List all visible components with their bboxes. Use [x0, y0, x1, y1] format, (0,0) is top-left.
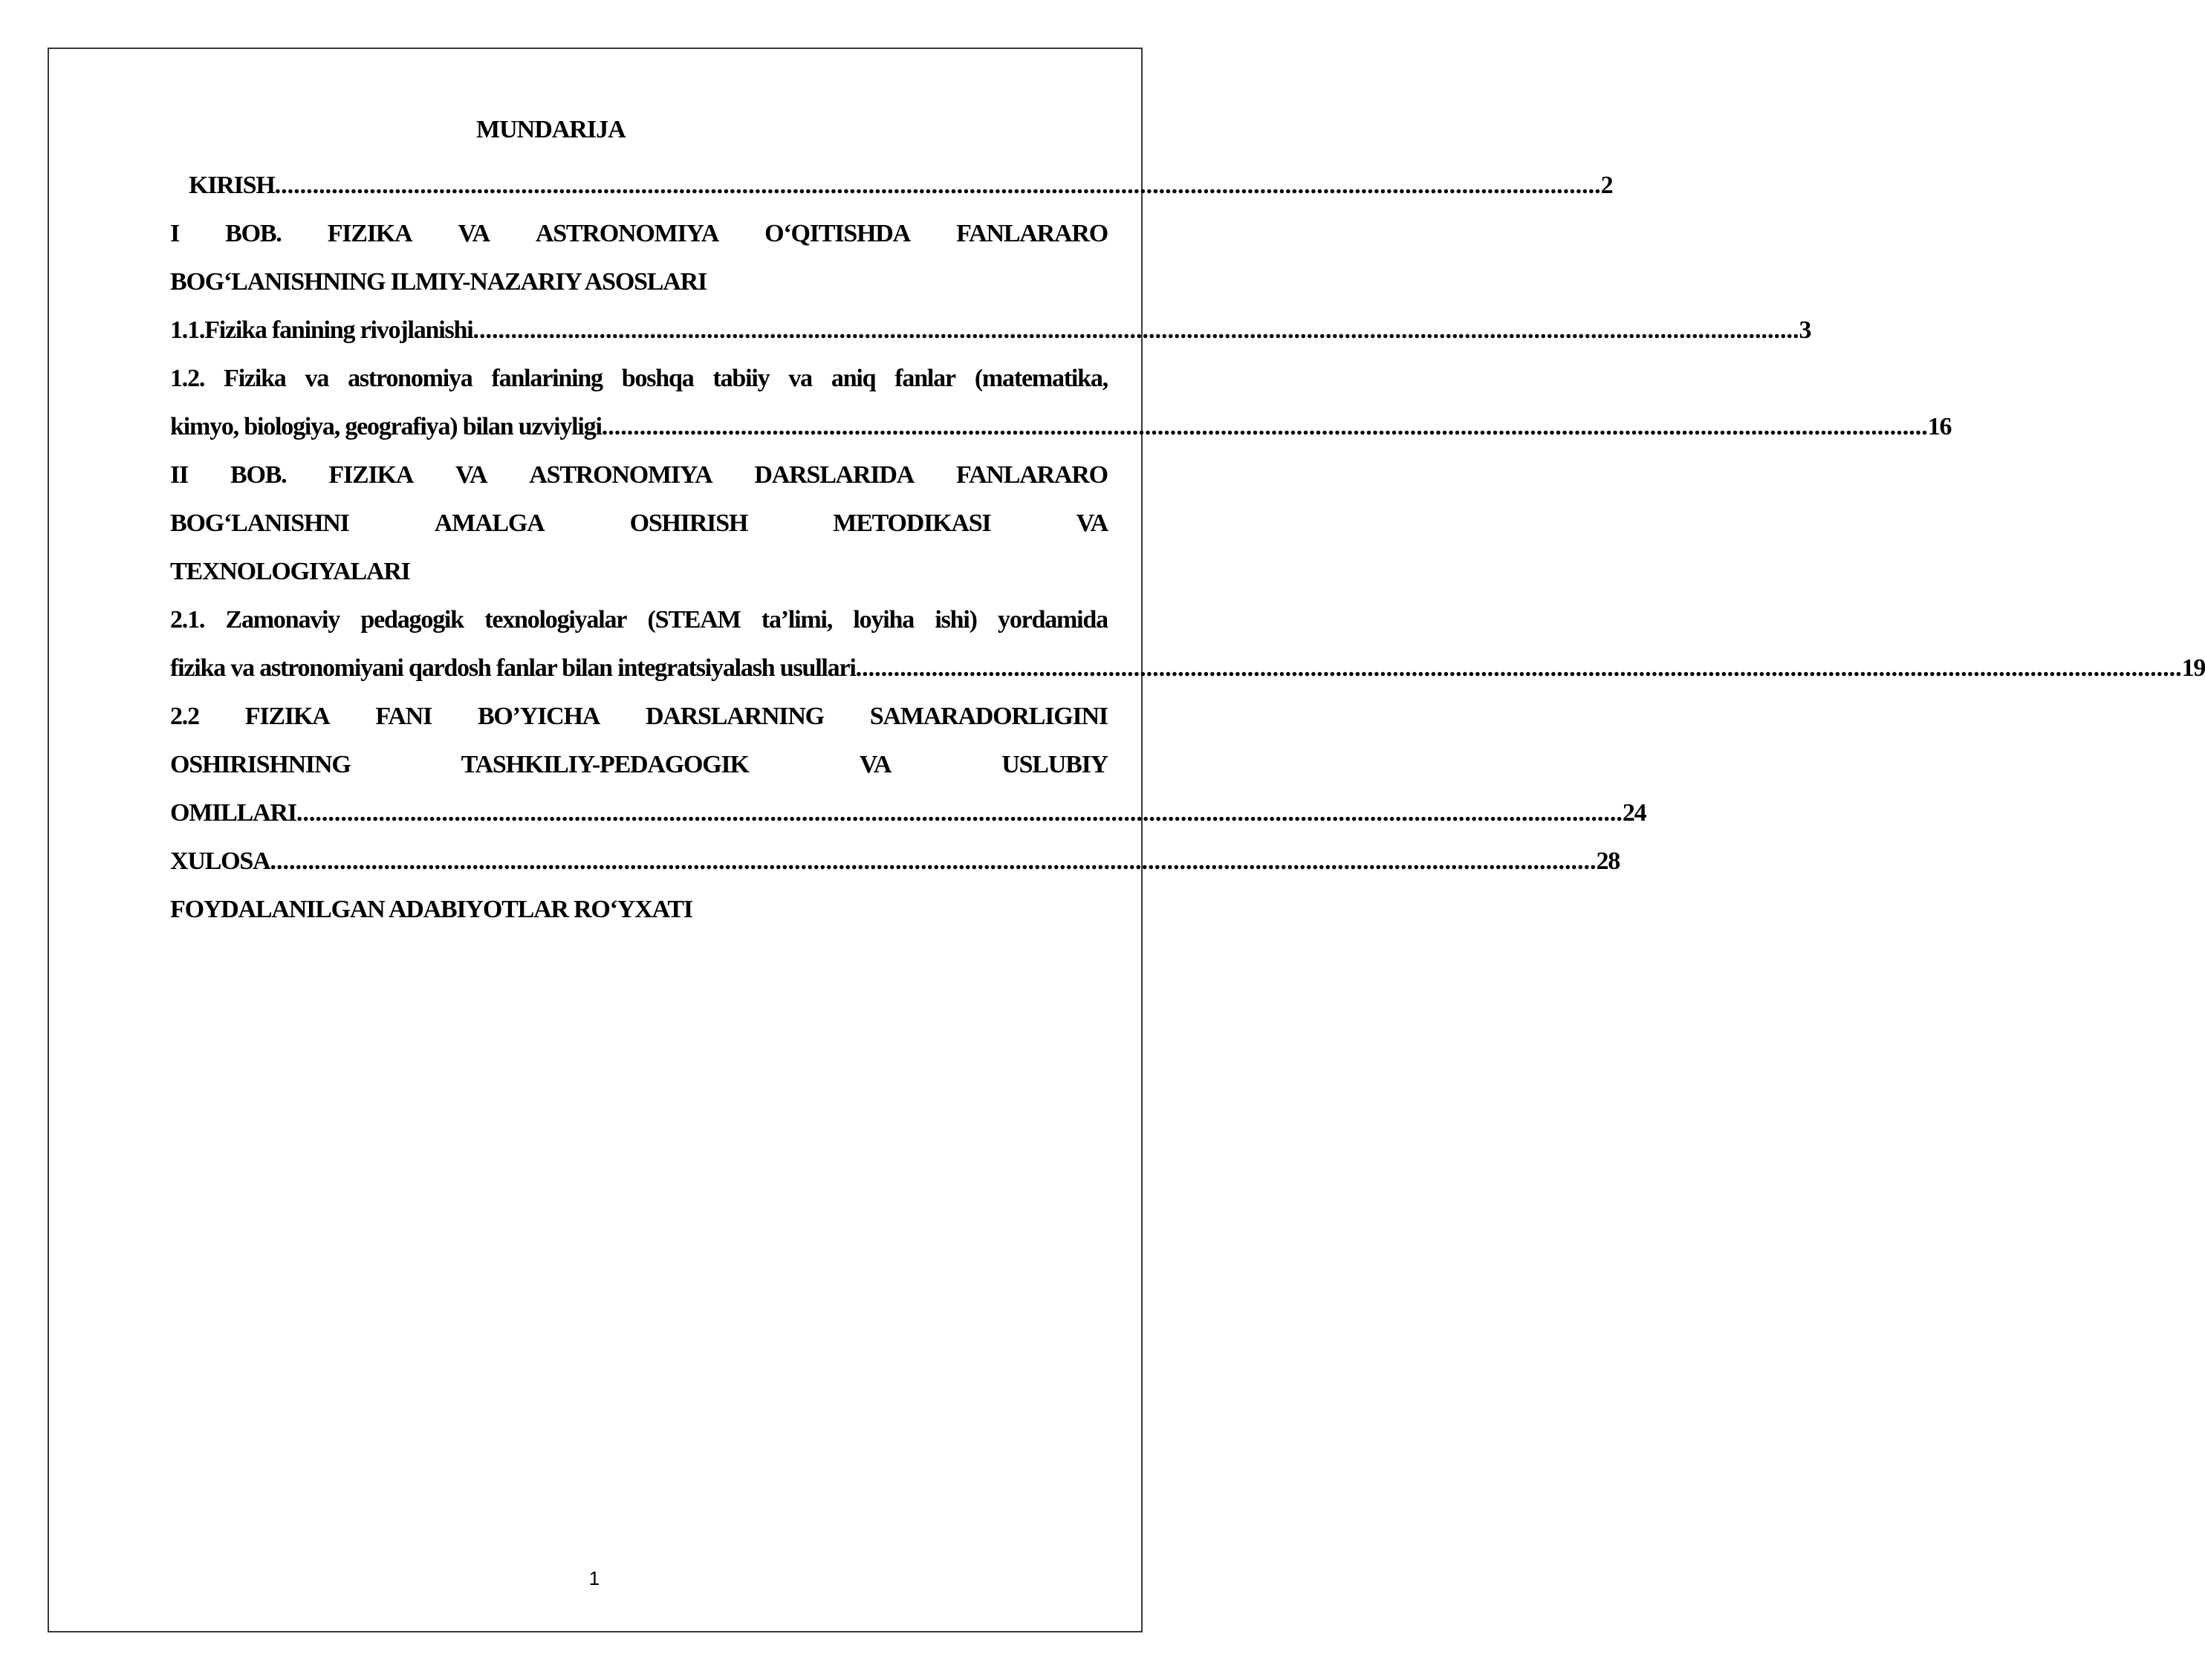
word: I	[170, 220, 180, 247]
dot-leader: ..................................................................................................................................................................................................................	[296, 799, 1623, 827]
word: FANLARARO	[956, 461, 1108, 489]
word: loyiha	[853, 606, 915, 634]
toc-entry-page: 28	[1596, 847, 1620, 875]
word: FIZIKA	[327, 220, 412, 247]
word: fanlarining	[491, 365, 603, 392]
toc-entry-text: OMILLARI	[170, 799, 296, 827]
word: VA	[859, 751, 892, 778]
word: DARSLARIDA	[754, 461, 915, 489]
toc-entry-2-2-line1[interactable]	[170, 692, 1108, 740]
page-number: 1	[588, 1567, 600, 1589]
toc-entry-adabiyotlar[interactable]: FOYDALANILGAN ADABIYOTLAR RO‘YXATI	[170, 896, 692, 923]
word: va	[305, 365, 329, 392]
word: O‘QITISHDA	[764, 220, 910, 247]
word: (matematika,	[974, 365, 1108, 392]
word: astronomiya	[348, 365, 472, 392]
word: aniq	[831, 365, 876, 392]
word: Fizika	[224, 365, 286, 392]
dot-leader: ..................................................................................................................................................................................................................	[855, 654, 2182, 682]
toc-entry-page: 16	[1927, 413, 1952, 440]
word: boshqa	[621, 365, 694, 392]
word: BO’YICHA	[477, 703, 600, 730]
toc-entry-bob2-line3[interactable]: TEXNOLOGIYALARI	[170, 558, 410, 585]
word: pedagogik	[360, 606, 464, 634]
dot-leader: ..................................................................................................................................................................................................................	[274, 172, 1601, 199]
word: DARSLARNING	[645, 703, 824, 730]
toc-entry-2-2-line3[interactable]	[170, 789, 1646, 837]
word: FIZIKA	[328, 461, 414, 489]
word: VA	[1076, 509, 1108, 537]
toc-entry-text: KIRISH	[189, 172, 275, 199]
word: METODIKASI	[833, 509, 991, 537]
dot-leader: ..................................................................................................................................................................................................................	[601, 413, 1928, 440]
word: FANLARARO	[956, 220, 1108, 247]
word: fanlar	[894, 365, 955, 392]
toc-entry-text: XULOSA	[170, 847, 270, 875]
word: BOG‘LANISHNI	[170, 509, 349, 537]
word: VA	[458, 220, 490, 247]
toc-entry-1-2-line1[interactable]	[170, 354, 1108, 403]
toc-entry-text: 1.1.Fizika fanining rivojlanishi	[170, 316, 473, 344]
toc-entry-text: fizika va astronomiyani qardosh fanlar bilan integratsiyalash usullari	[170, 654, 856, 682]
toc-entry-bob2-line1[interactable]	[170, 451, 1108, 499]
dot-leader: ..................................................................................................................................................................................................................	[472, 316, 1799, 344]
word: OSHIRISH	[629, 509, 748, 537]
word: BOB.	[225, 220, 282, 247]
word: tabiiy	[712, 365, 770, 392]
word: va	[788, 365, 812, 392]
word: 2.1.	[170, 606, 205, 634]
word: ishi)	[935, 606, 977, 634]
word: FIZIKA	[244, 703, 330, 730]
word: ta’limi,	[761, 606, 833, 634]
word: ASTRONOMIYA	[535, 220, 719, 247]
word: 1.2.	[170, 365, 205, 392]
toc-title: MUNDARIJA	[476, 116, 626, 143]
word: OSHIRISHNING	[170, 751, 351, 778]
word: VA	[455, 461, 487, 489]
word: (STEAM	[647, 606, 741, 634]
toc-entry-bob1-line2[interactable]: BOG‘LANISHNING ILMIY-NAZARIY ASOSLARI	[170, 268, 707, 296]
word: 2.2	[170, 703, 199, 730]
toc-entry-kirish[interactable]	[189, 161, 1613, 209]
toc-entry-xulosa[interactable]	[170, 837, 1620, 885]
word: II	[170, 461, 189, 489]
toc-entry-bob2-line2[interactable]	[170, 499, 1108, 547]
toc-entry-2-2-line2[interactable]	[170, 740, 1108, 789]
word: TASHKILIY-PEDAGOGIK	[461, 751, 749, 778]
toc-entry-2-1-line2[interactable]	[170, 644, 2205, 692]
toc-entry-2-1-line1[interactable]	[170, 596, 1108, 644]
toc-entry-page: 3	[1799, 316, 1811, 344]
word: yordamida	[998, 606, 1108, 634]
word: Zamonaviy	[225, 606, 340, 634]
word: texnologiyalar	[484, 606, 627, 634]
dot-leader: ..................................................................................................................................................................................................................	[270, 847, 1597, 875]
word: AMALGA	[434, 509, 545, 537]
toc-entry-bob1-line1[interactable]	[170, 209, 1108, 258]
toc-entry-page: 24	[1622, 799, 1646, 827]
toc-entry-1-2-line2[interactable]	[170, 403, 1952, 451]
toc-entry-text: kimyo, biologiya, geografiya) bilan uzviyligi	[170, 413, 602, 440]
word: BOB.	[230, 461, 287, 489]
toc-entry-1-1[interactable]	[170, 306, 1811, 354]
word: ASTRONOMIYA	[529, 461, 712, 489]
toc-entry-page: 2	[1600, 172, 1613, 199]
toc-entry-page: 19	[2181, 654, 2205, 682]
word: FANI	[375, 703, 432, 730]
word: SAMARADORLIGINI	[869, 703, 1108, 730]
word: USLUBIY	[1001, 751, 1108, 778]
